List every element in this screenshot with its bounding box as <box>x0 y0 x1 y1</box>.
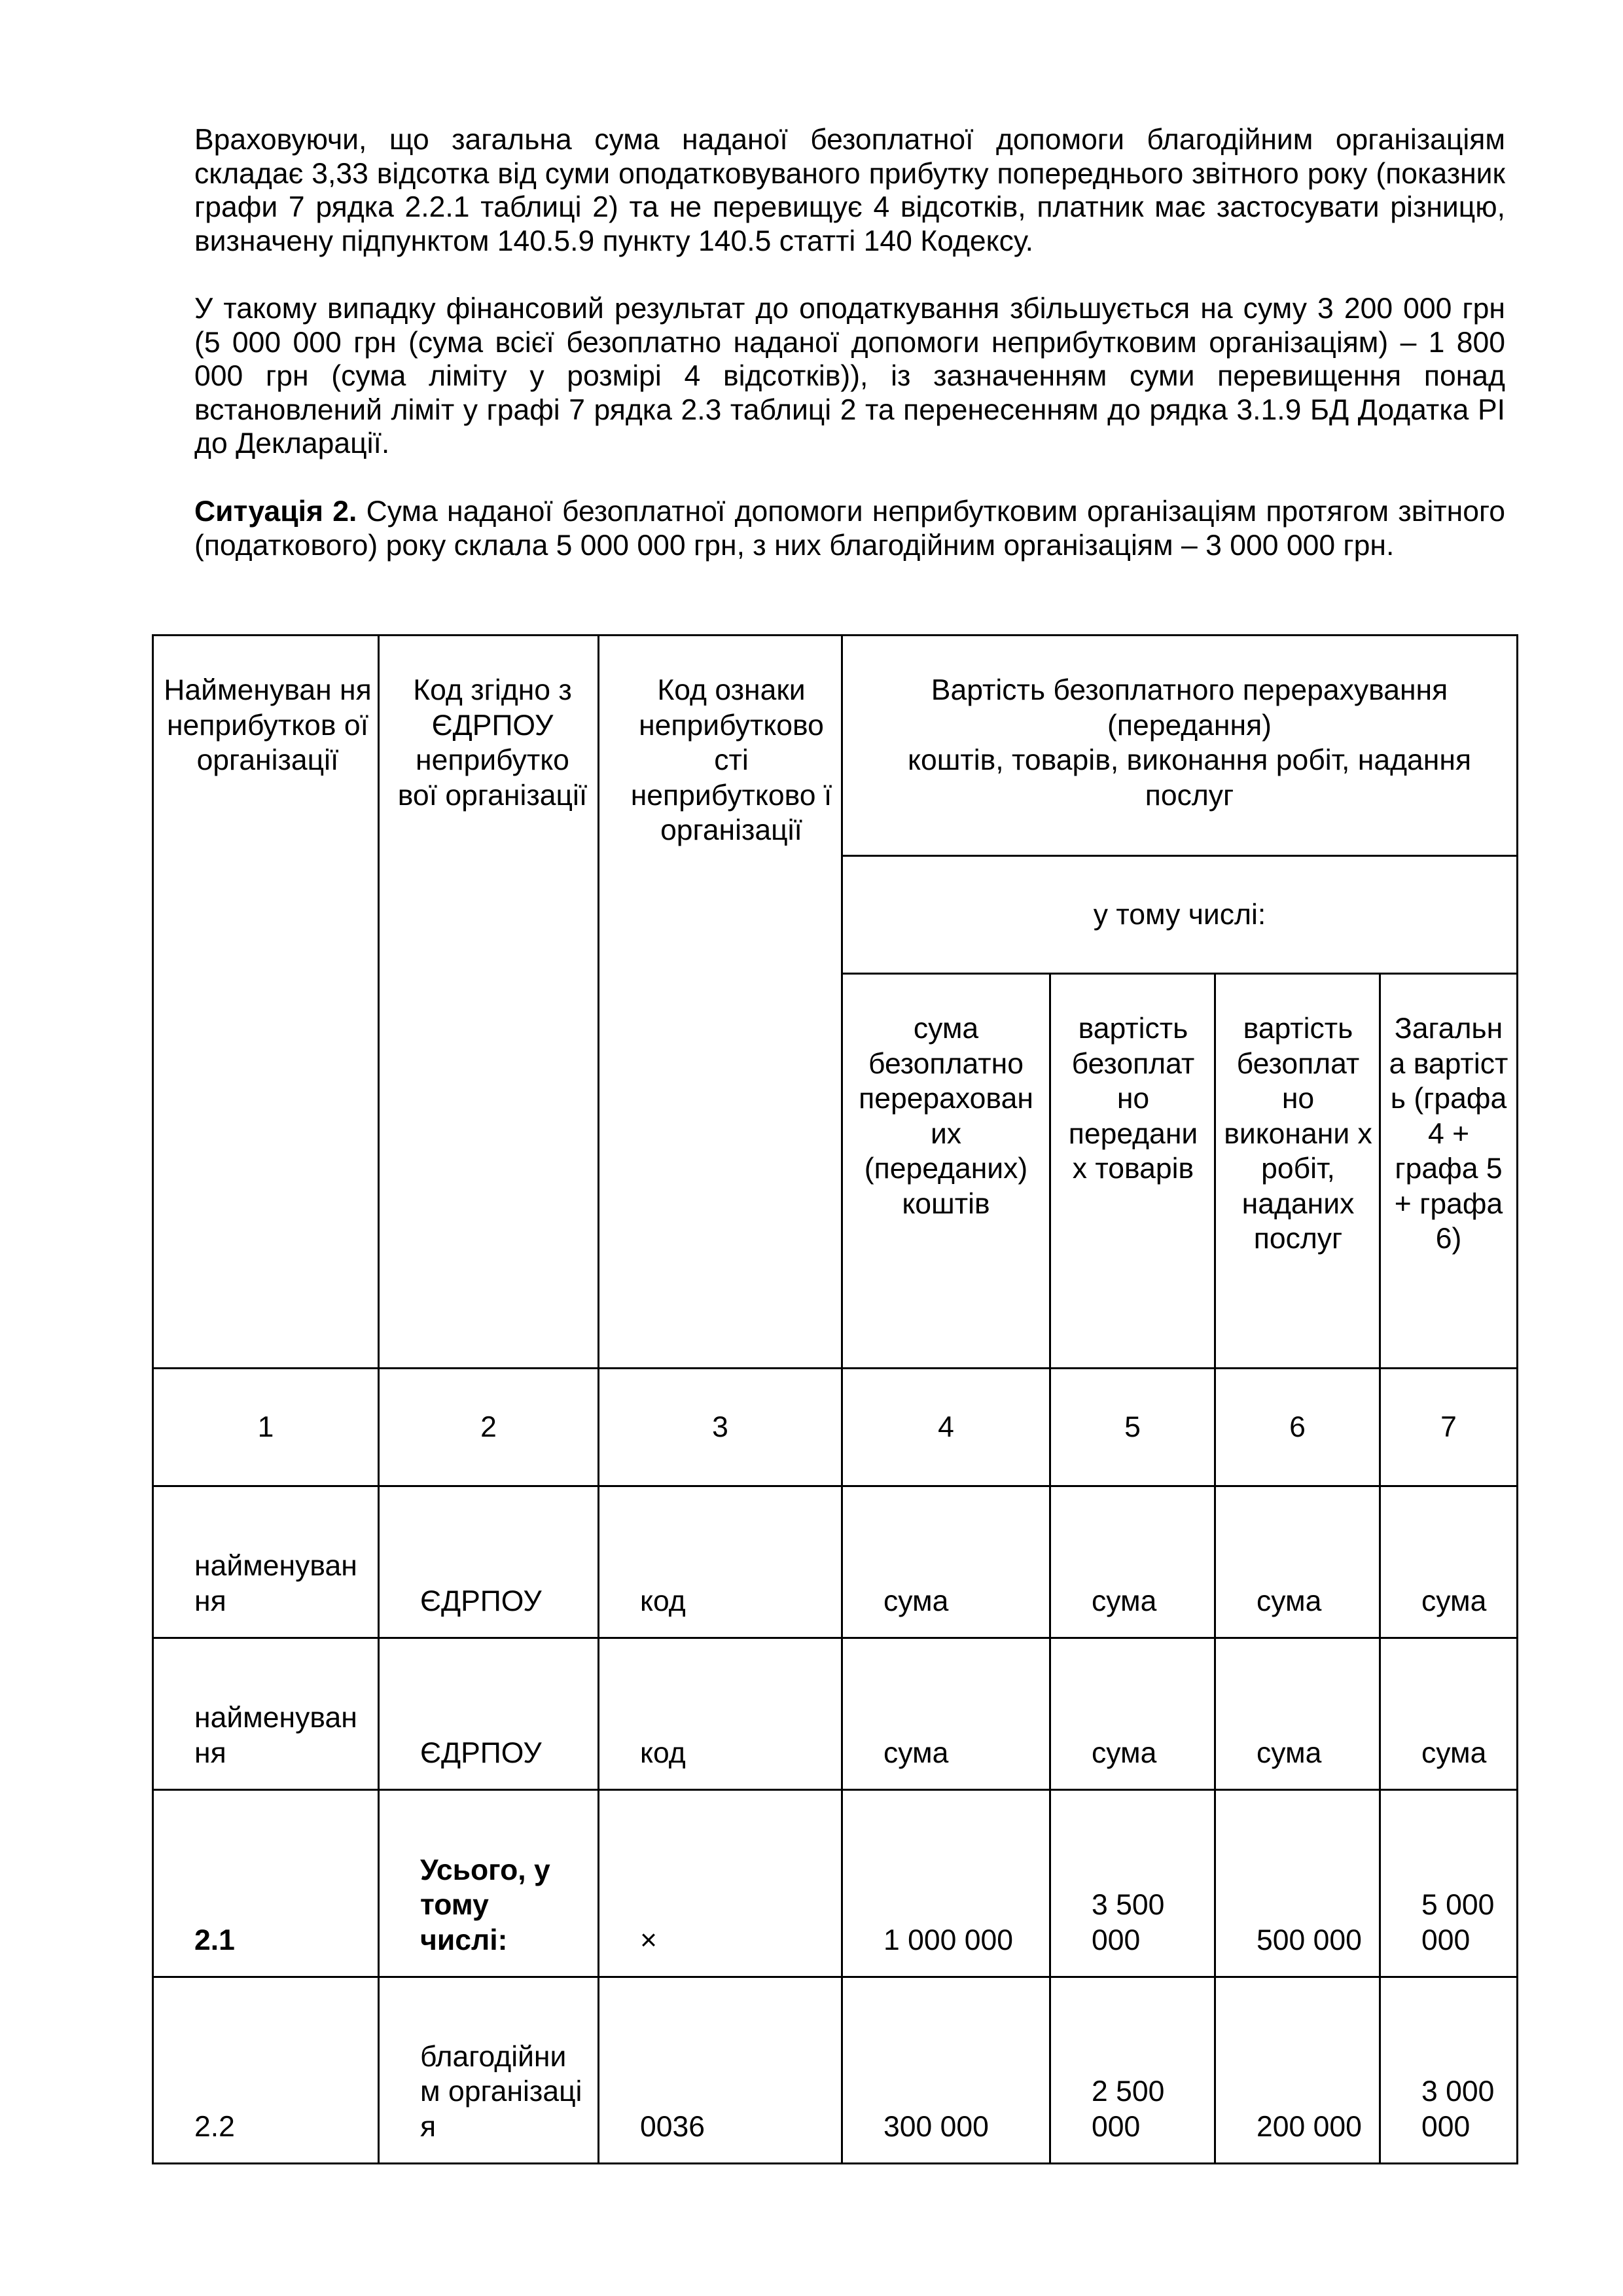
paragraph-financial-result: У такому випадку фінансовий результат до оподаткування збільшується на суму 3 200 000 грн (5 000 000 грн (сума всієї безоплатно наданої допомоги неприбутковим організаціям) – 1 800 000 грн (сума ліміту у розмірі 4 відсотків)), із зазначенням суми перевищення понад встановлений ліміт у графі 7 рядка 2.3 таблиці 2 та перенесенням до рядка 3.1.9 БД Додатка РІ до Декларації. <box>194 293 1505 460</box>
cell-edrpou: ЄДРПОУ <box>379 1638 599 1790</box>
header-goods-value: вартість безоплат но передани х товарів <box>1050 974 1215 1369</box>
header-services-value: вартість безоплат но виконани х робіт, наданих послуг <box>1215 974 1380 1369</box>
header-including: у тому числі: <box>842 856 1518 974</box>
cell-row-code: 2.1 <box>153 1790 379 1977</box>
column-number: 4 <box>842 1369 1050 1486</box>
cell-sum: 1 000 000 <box>842 1790 1050 1977</box>
cell-sum: 200 000 <box>1215 1977 1380 2164</box>
header-total-value: Загальн а вартіст ь (графа 4 + графа 5 + графа 6) <box>1380 974 1518 1369</box>
cell-sum: 500 000 <box>1215 1790 1380 1977</box>
header-value-group <box>842 636 1518 856</box>
cell-edrpou: ЄДРПОУ <box>379 1486 599 1638</box>
header-value-group-line1: Вартість безоплатного перерахування (передання) <box>931 674 1448 742</box>
cell-sum: 300 000 <box>842 1977 1050 2164</box>
header-edrpou-code: Код згідно з ЄДРПОУ неприбутко вої організації <box>379 636 599 1369</box>
cell-code: 0036 <box>599 1977 842 2164</box>
cell-code: код <box>599 1486 842 1638</box>
column-number: 7 <box>1380 1369 1518 1486</box>
cell-sum: сума <box>1050 1486 1215 1638</box>
paragraph-limit-explanation: Враховуючи, що загальна сума наданої безоплатної допомоги благодійним організаціям складає 3,33 відсотка від суми оподатковуваного прибутку попереднього звітного року (показник графи 7 рядка 2.2.1 таблиці 2) та не перевищує 4 відсотків, платник має застосувати різницю, визначену підпунктом 140.5.9 пункту 140.5 статті 140 Кодексу. <box>194 124 1505 257</box>
cell-sum: сума <box>1380 1486 1518 1638</box>
cell-sum: сума <box>1380 1638 1518 1790</box>
cell-code: × <box>599 1790 842 1977</box>
table-row-total <box>153 1790 1518 1977</box>
column-numbers-row <box>153 1369 1518 1486</box>
header-org-name: Найменуван ня неприбутков ої організації <box>153 636 379 1369</box>
cell-sum: сума <box>842 1638 1050 1790</box>
nonprofit-donations-table <box>152 634 1518 2164</box>
situation-label: Ситуація 2. <box>194 495 357 528</box>
cell-name: найменуван ня <box>153 1638 379 1790</box>
header-value-group-line2: коштів, товарів, виконання робіт, надання послуг <box>907 744 1472 812</box>
cell-sum: сума <box>1215 1486 1380 1638</box>
cell-sum: 2 500 000 <box>1050 1977 1215 2164</box>
cell-total-label: Усього, у тому числі: <box>379 1790 599 1977</box>
paragraph-situation-2 <box>194 495 1505 562</box>
cell-row-code: 2.2 <box>153 1977 379 2164</box>
header-nonprofit-code: Код ознаки неприбутково сті неприбутково ї організації <box>599 636 842 1369</box>
cell-sum: 3 500 000 <box>1050 1790 1215 1977</box>
cell-name: найменуван ня <box>153 1486 379 1638</box>
table-row <box>153 1638 1518 1790</box>
cell-sum: 3 000 000 <box>1380 1977 1518 2164</box>
situation-text: Сума наданої безоплатної допомоги неприбутковим організаціям протягом звітного (податкового) року склала 5 000 000 грн, з них благодійним організаціям – 3 000 000 грн. <box>194 495 1505 562</box>
cell-code: код <box>599 1638 842 1790</box>
column-number: 1 <box>153 1369 379 1486</box>
cell-sum: 5 000 000 <box>1380 1790 1518 1977</box>
column-number: 6 <box>1215 1369 1380 1486</box>
cell-org-type: благодійни м організація <box>379 1977 599 2164</box>
cell-sum: сума <box>1215 1638 1380 1790</box>
header-cash-sum: сума безоплатно перерахован их (переданих) коштів <box>842 974 1050 1369</box>
column-number: 3 <box>599 1369 842 1486</box>
column-number: 2 <box>379 1369 599 1486</box>
table-row <box>153 1486 1518 1638</box>
cell-sum: сума <box>842 1486 1050 1638</box>
table-row-charity <box>153 1977 1518 2164</box>
column-number: 5 <box>1050 1369 1215 1486</box>
cell-sum: сума <box>1050 1638 1215 1790</box>
